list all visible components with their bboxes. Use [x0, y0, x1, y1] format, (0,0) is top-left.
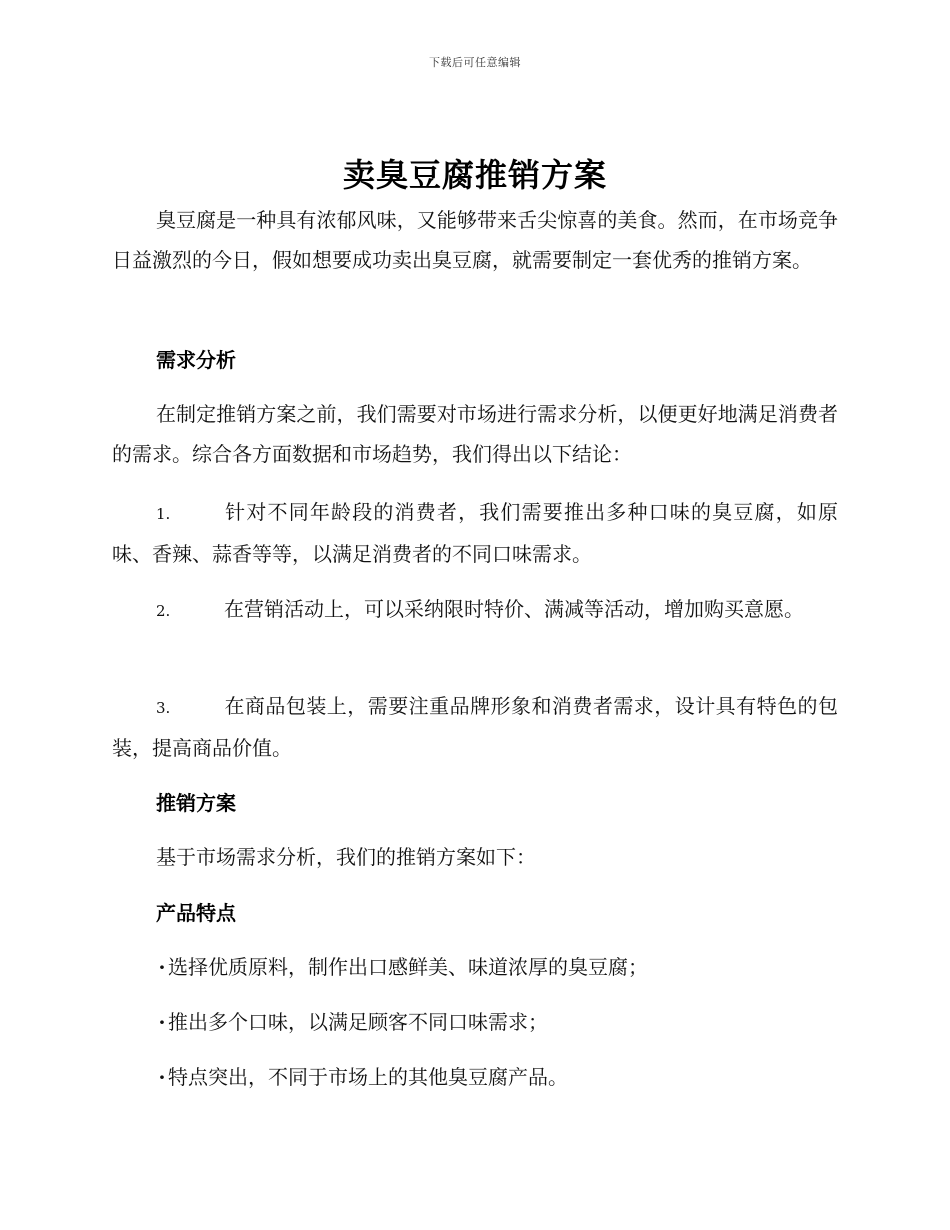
- item-text: 针对不同年龄段的消费者，我们需要推出多种口味的臭豆腐，如原味、香辣、蒜香等等，以满足消费者的不同口味需求。: [112, 500, 838, 566]
- header-note: 下载后可任意编辑: [429, 56, 521, 69]
- bullet-item-1: [156, 947, 838, 987]
- item-text: 在商品包装上，需要注重品牌形象和消费者需求，设计具有特色的包装，提高商品价值。: [112, 694, 838, 760]
- item-number: 2.: [156, 602, 171, 620]
- section-heading-promotion-plan: 推销方案: [156, 791, 236, 815]
- bullet-text: 特点突出，不同于市场上的其他臭豆腐产品。: [168, 1065, 568, 1089]
- document-title: 卖臭豆腐推销方案: [342, 156, 607, 194]
- section-heading-demand-analysis: 需求分析: [156, 348, 236, 372]
- numbered-item-1: [112, 492, 838, 574]
- bullet-text: 推出多个口味，以满足顾客不同口味需求；: [168, 1010, 548, 1034]
- item-text: 在营销活动上，可以采纳限时特价、满减等活动，增加购买意愿。: [224, 597, 804, 621]
- item-number: 1.: [156, 505, 171, 523]
- section-heading-product-features: 产品特点: [156, 901, 236, 925]
- bullet-dot: ·: [158, 955, 166, 979]
- bullet-dot: ·: [158, 1010, 166, 1034]
- bullet-text: 选择优质原料，制作出口感鲜美、味道浓厚的臭豆腐；: [168, 955, 648, 979]
- numbered-item-3: [112, 686, 838, 768]
- bullet-item-3: [156, 1057, 838, 1097]
- bullet-item-2: [156, 1002, 838, 1042]
- numbered-item-2: [112, 589, 838, 631]
- bullet-dot: ·: [158, 1065, 166, 1089]
- promotion-plan-paragraph: 基于市场需求分析，我们的推销方案如下：: [156, 845, 536, 869]
- intro-paragraph: 臭豆腐是一种具有浓郁风味，又能够带来舌尖惊喜的美食。然而，在市场竞争日益激烈的今日，假如想要成功卖出臭豆腐，就需要制定一套优秀的推销方案。: [112, 208, 838, 272]
- item-number: 3.: [156, 699, 171, 717]
- demand-analysis-paragraph: 在制定推销方案之前，我们需要对市场进行需求分析，以便更好地满足消费者的需求。综合各方面数据和市场趋势，我们得出以下结论：: [112, 402, 838, 466]
